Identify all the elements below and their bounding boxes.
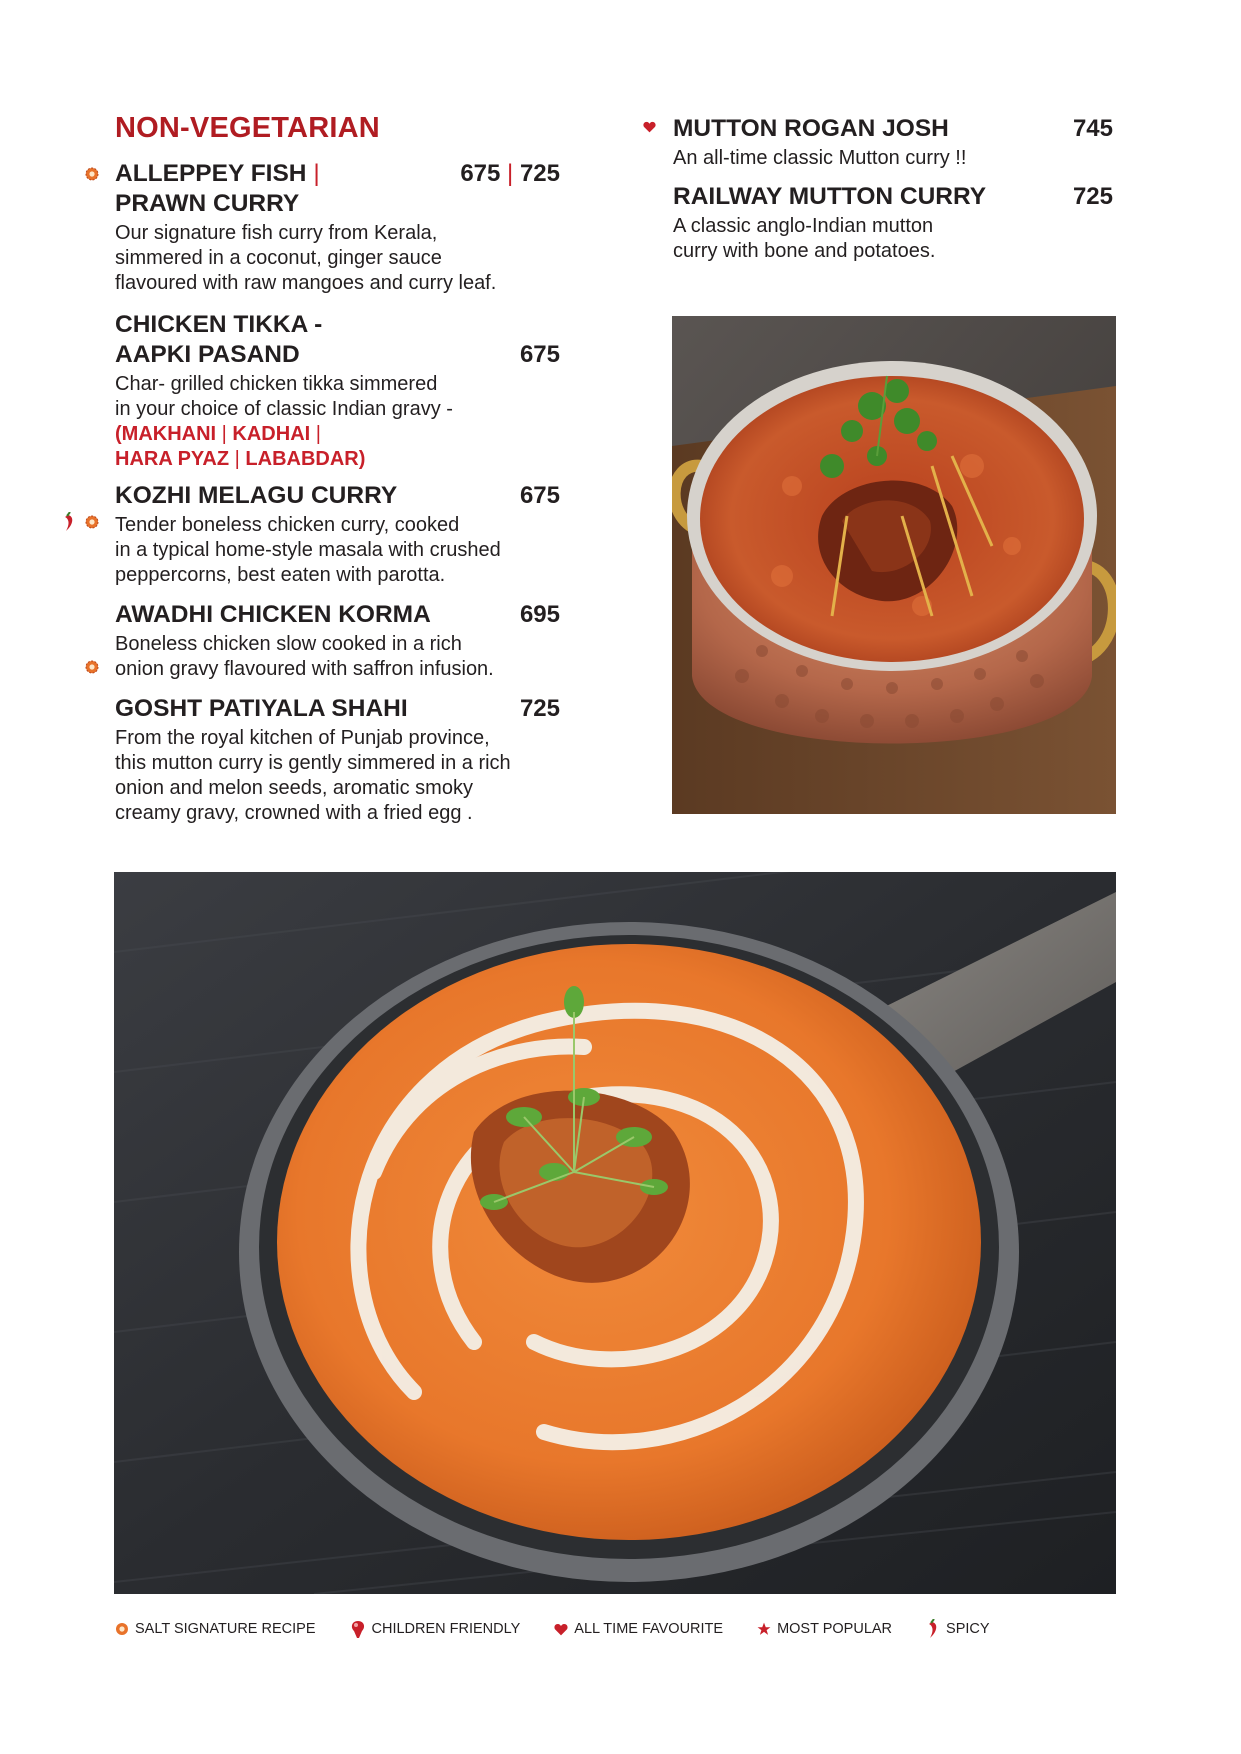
legend-item-most-popular: MOST POPULAR [757, 1621, 892, 1637]
salt-signature-icon [115, 1622, 129, 1636]
heart-icon [643, 121, 656, 133]
salt-signature-icon [85, 167, 99, 181]
salt-signature-icon [85, 660, 99, 674]
item-name: ALLEPPEY FISH | PRAWN CURRY [115, 160, 320, 217]
item-name: MUTTON ROGAN JOSH [673, 115, 949, 142]
menu-item-chicken-tikka [115, 310, 560, 472]
gravy-options: HARA PYAZ | LABABDAR) [115, 448, 366, 470]
item-name: KOZHI MELAGU CURRY [115, 482, 398, 509]
menu-item-mutton-rogan-josh [673, 114, 1113, 171]
item-description: Tender boneless chicken curry, cooked in a typical home-style masala with crushed peppercorns, best eaten with parotta. [115, 514, 501, 586]
menu-item-gosht-patiyala-shahi [115, 694, 560, 826]
item-description: Boneless chicken slow cooked in a rich onion gravy flavoured with saffron infusion. [115, 633, 494, 680]
item-name: AWADHI CHICKEN KORMA [115, 601, 431, 628]
menu-item-awadhi-chicken-korma [115, 600, 560, 682]
children-friendly-icon [350, 1619, 366, 1639]
item-price: 725 [1072, 183, 1113, 210]
legend-item-children-friendly: CHILDREN FRIENDLY [350, 1619, 521, 1639]
chili-icon [62, 512, 76, 532]
item-price: 695 [519, 601, 560, 628]
salt-signature-icon [85, 515, 99, 529]
item-description: A classic anglo-Indian mutton curry with bone and potatoes. [673, 215, 936, 262]
gravy-options: (MAKHANI | KADHAI | [115, 423, 321, 445]
item-name: RAILWAY MUTTON CURRY [673, 183, 987, 210]
star-icon [757, 1622, 771, 1636]
item-name: CHICKEN TIKKA - AAPKI PASAND [115, 311, 323, 368]
chili-icon [926, 1619, 940, 1639]
heart-icon [554, 1623, 568, 1636]
item-price: 675 [519, 482, 560, 509]
menu-item-alleppey-fish [115, 159, 560, 296]
item-price: 745 [1072, 115, 1113, 142]
item-price: 675 | 725 [460, 160, 560, 187]
legend-item-salt-signature: SALT SIGNATURE RECIPE [115, 1621, 316, 1637]
mutton-curry-photo [672, 316, 1116, 814]
item-price: 675 [519, 341, 560, 368]
item-name: GOSHT PATIYALA SHAHI [115, 695, 408, 722]
butter-chicken-photo [114, 872, 1116, 1594]
item-description: Char- grilled chicken tikka simmered in your choice of classic Indian gravy - (MAKHANI | KADHAI | HARA PYAZ | LABABDAR) [115, 372, 560, 472]
menu-item-kozhi-melagu-curry [115, 481, 560, 588]
legend [115, 1617, 1024, 1641]
item-description: From the royal kitchen of Punjab province, this mutton curry is gently simmered in a rich onion and melon seeds, aromatic smoky creamy gravy, crowned with a fried egg . [115, 727, 511, 824]
item-description: Our signature fish curry from Kerala, simmered in a coconut, ginger sauce flavoured with raw mangoes and curry leaf. [115, 222, 497, 294]
item-price: 725 [519, 695, 560, 722]
legend-item-spicy: SPICY [926, 1619, 990, 1639]
legend-item-all-time-favourite: ALL TIME FAVOURITE [554, 1621, 723, 1637]
item-description: An all-time classic Mutton curry !! [673, 147, 967, 169]
menu-item-railway-mutton-curry [673, 182, 1113, 264]
section-title: NON-VEGETARIAN [115, 112, 380, 144]
